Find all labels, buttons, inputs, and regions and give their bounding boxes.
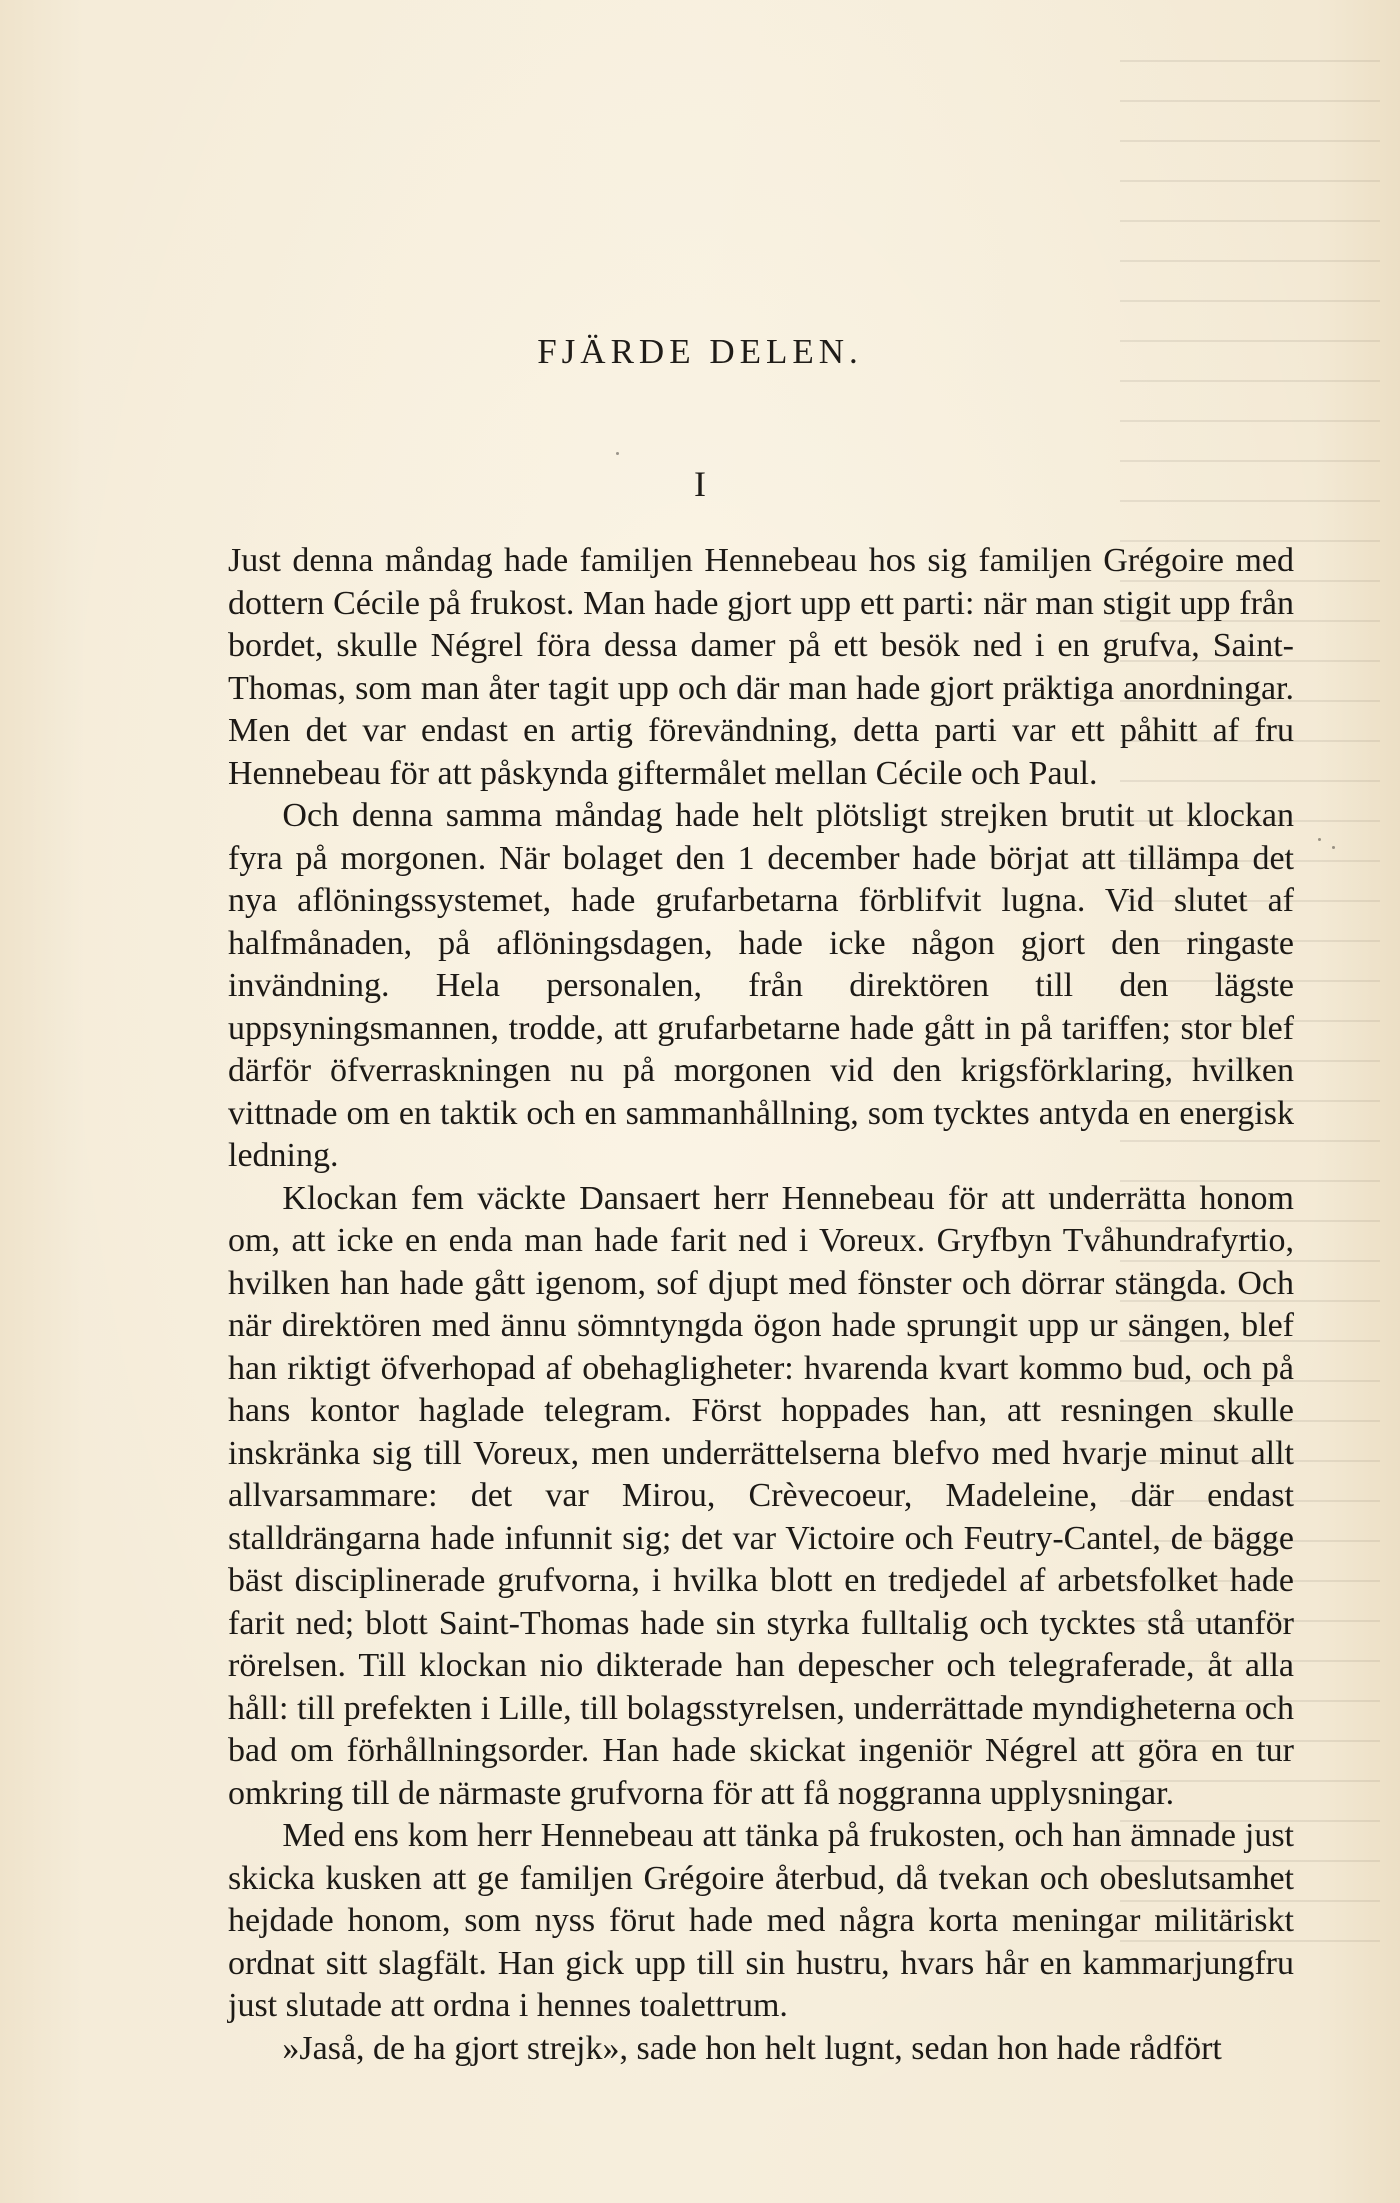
paragraph: Just denna måndag hade familjen Hennebeau hos sig familjen Grégoire med dottern Cécile på frukost. Man hade gjort upp ett parti: när man stigit upp från bordet, skulle Négrel föra dessa damer på ett besök ned i en grufva, Saint-Thomas, som man åter tagit upp och där man hade gjort präktiga anordningar. Men det var endast en artig förevändning, detta parti var ett påhitt af fru Hennebeau för att påskynda giftermålet mellan Cécile och Paul.	[228, 542, 1294, 792]
paper-speck	[1332, 846, 1335, 849]
part-heading: FJÄRDE DELEN.	[537, 332, 863, 371]
paragraph: »Jaså, de ha gjort strejk», sade hon helt lugnt, sedan hon hade rådfört	[282, 2029, 1222, 2067]
paragraph: Och denna samma måndag hade helt plötsligt strejken brutit ut klockan fyra på morgonen. När bolaget den 1 december hade börjat att tillämpa det nya aflöningssystemet, hade grufarbetarna förblifvit lugna. Vid slutet af halfmånaden, på aflöningsdagen, hade icke någon gjort den ringaste invändning. Hela personalen, från direktören till den lägste uppsyningsmannen, trodde, att grufarbetarne hade gått in på tariffen; stor blef därför öfverraskningen nu på morgonen vid den krigsförklaring, hvilken vittnade om en taktik och en sammanhållning, som tycktes antyda en energisk ledning.	[228, 797, 1294, 1174]
paper-speck	[1318, 838, 1321, 841]
paragraph: Med ens kom herr Hennebeau att tänka på frukosten, och han ämnade just skicka kusken att ge familjen Grégoire återbud, då tvekan och obeslutsamhet hejdade honom, som nyss förut hade med några korta meningar militäriskt ordnat sitt slagfält. Han gick upp till sin hustru, hvars hår en kammarjungfru just slutade att ordna i hennes toalettrum.	[228, 1817, 1294, 2024]
body-text	[228, 540, 1294, 2070]
paragraph: Klockan fem väckte Dansaert herr Hennebeau för att underrätta honom om, att icke en enda man hade farit ned i Voreux. Gryfbyn Tvåhundrafyrtio, hvilken han hade gått igenom, sof djupt med fönster och dörrar stängda. Och när direktören med ännu sömntyngda ögon hade sprungit upp ur sängen, blef han riktigt öfverhopad af obehagligheter: hvarenda kvart kommo bud, och på hans kontor haglade telegram. Först hoppades han, att resningen skulle inskränka sig till Voreux, men underrättelserna blefvo med hvarje minut allt allvarsammare: det var Mirou, Crèvecoeur, Madeleine, där endast stalldrängarna hade infunnit sig; det var Victoire och Feutry-Cantel, de bägge bäst disciplinerade grufvorna, i hvilka blott en tredjedel af arbetsfolket hade farit ned; blott Saint-Thomas hade sin styrka fulltalig och tycktes stå utanför rörelsen. Till klockan nio dikterade han depescher och telegraferade, åt alla håll: till prefekten i Lille, till bolagsstyrelsen, underrättade myndigheterna och bad om förhållningsorder. Han hade skickat ingeniör Négrel att göra en tur omkring till de närmaste grufvorna för att få noggranna upplysningar.	[228, 1179, 1294, 1812]
paper-speck	[616, 452, 619, 455]
chapter-numeral: I	[694, 464, 706, 504]
